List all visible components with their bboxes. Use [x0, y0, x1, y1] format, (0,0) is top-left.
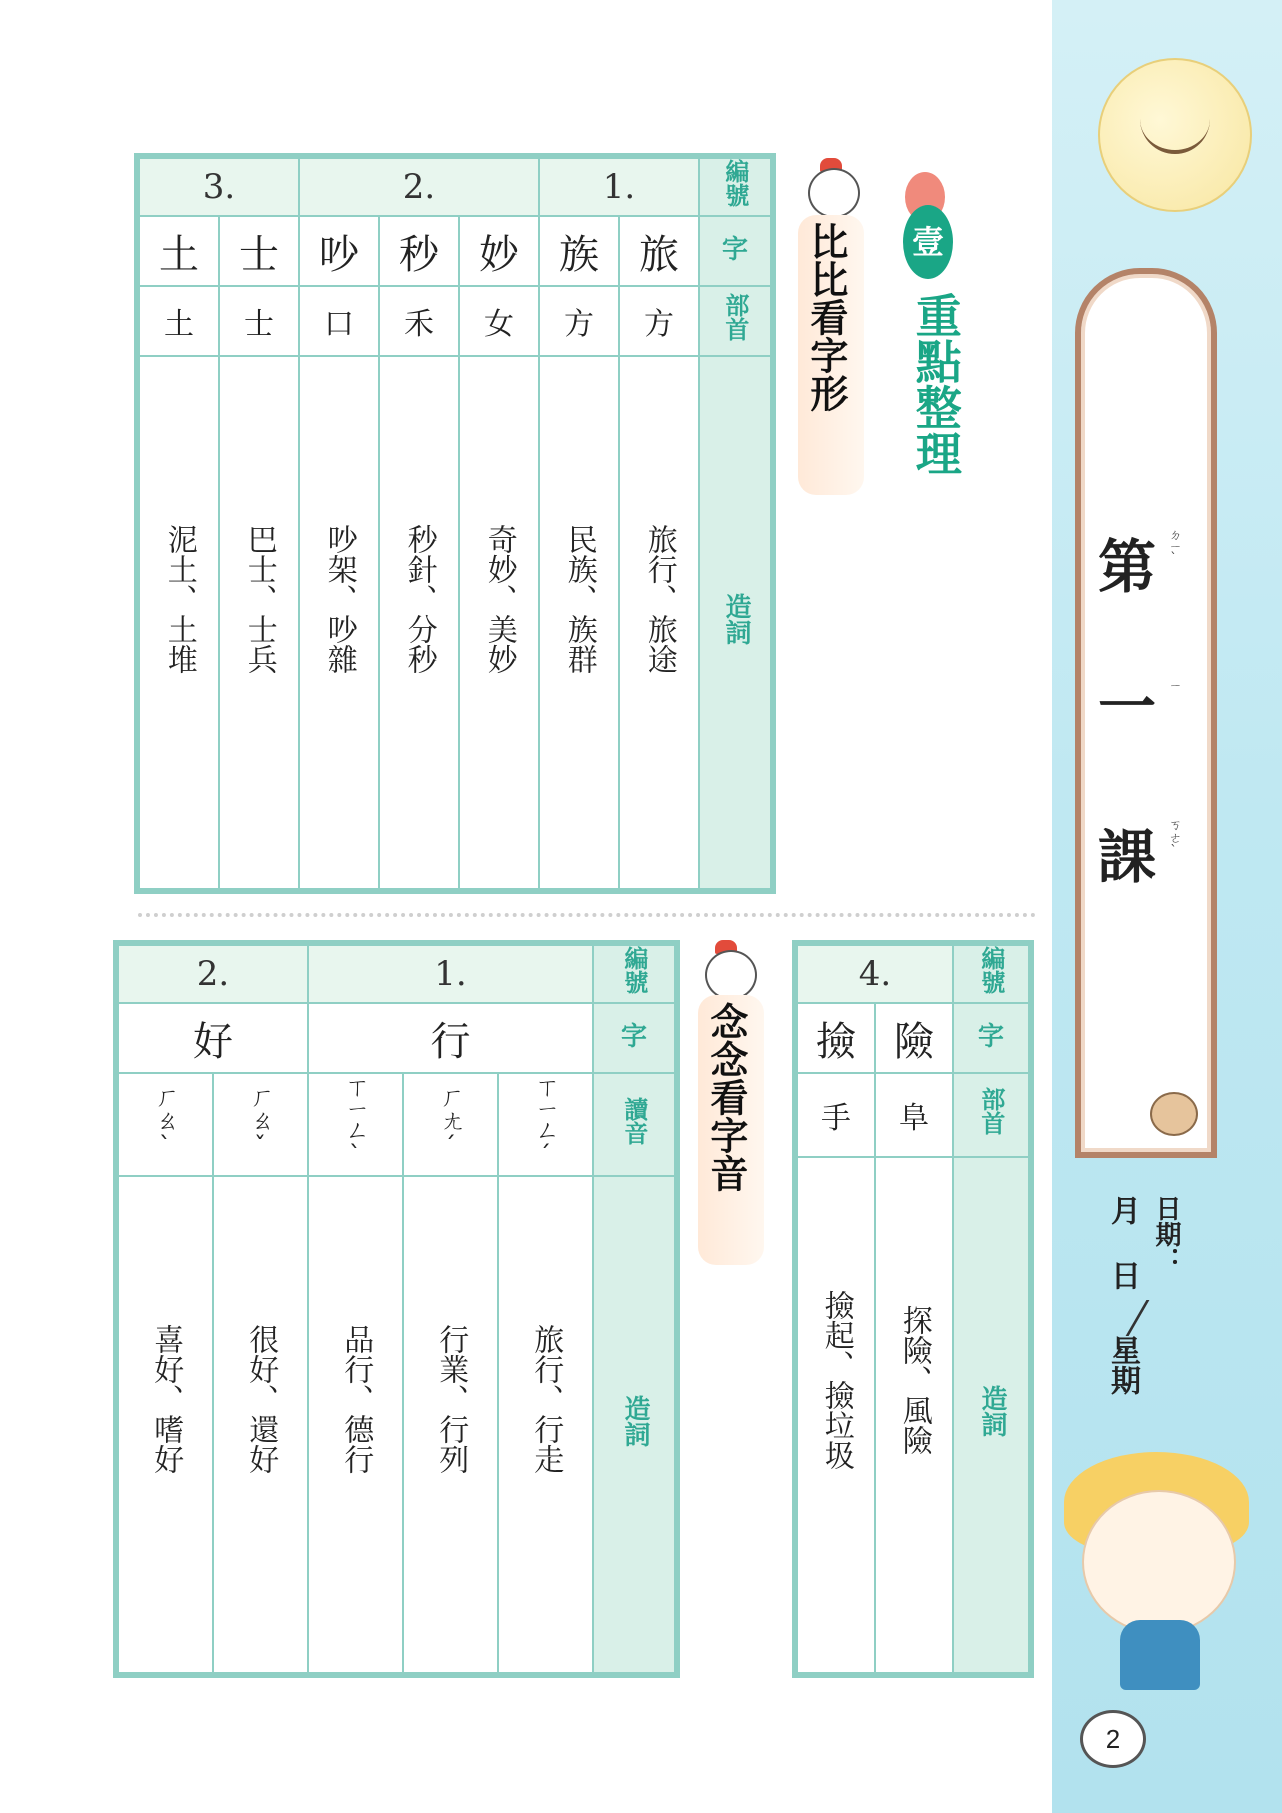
label-words: 造詞 — [593, 1176, 675, 1673]
day-label: 日 — [1105, 1260, 1140, 1290]
words-cell: 奇妙、美妙 — [459, 356, 539, 889]
char-cell: 吵 — [299, 216, 379, 286]
words-cell: 很好、還好 — [213, 1176, 308, 1673]
label-radical: 部首 — [699, 286, 771, 356]
char-cell: 土 — [139, 216, 219, 286]
reading-cell: ㄏㄠˇ — [213, 1073, 308, 1176]
words-cell: 旅行、旅途 — [619, 356, 699, 889]
words-cell: 泥土、土堆 — [139, 356, 219, 889]
compare-table — [138, 157, 772, 890]
reading-cell: ㄏㄠˋ — [118, 1073, 213, 1176]
compare-table-continued — [796, 944, 1030, 1674]
sound-title: 念念看字音 — [703, 1002, 749, 1192]
label-number: 編號 — [699, 158, 771, 216]
words-cell: 撿起、撿垃圾 — [797, 1157, 875, 1673]
chick-icon — [705, 950, 757, 1000]
group-number: 1. — [539, 158, 699, 216]
label-words: 造詞 — [953, 1157, 1029, 1673]
radical-cell: 阜 — [875, 1073, 953, 1157]
label-number: 編號 — [593, 945, 675, 1003]
char-cell: 族 — [539, 216, 619, 286]
label-char: 字 — [593, 1003, 675, 1073]
char-cell: 妙 — [459, 216, 539, 286]
group-number: 3. — [139, 158, 299, 216]
radical-cell: 女 — [459, 286, 539, 356]
group-number: 2. — [299, 158, 539, 216]
radical-cell: 方 — [539, 286, 619, 356]
radical-cell: 手 — [797, 1073, 875, 1157]
label-char: 字 — [699, 216, 771, 286]
char-cell: 好 — [118, 1003, 308, 1073]
char-cell: 秒 — [379, 216, 459, 286]
label-number: 編號 — [953, 945, 1029, 1003]
char-cell: 撿 — [797, 1003, 875, 1073]
label-words: 造詞 — [699, 356, 771, 889]
girl-face-illustration — [1082, 1490, 1236, 1634]
reading-cell: ㄒㄧㄥˋ — [308, 1073, 403, 1176]
girl-body-illustration — [1120, 1620, 1200, 1690]
words-cell: 探險、風險 — [875, 1157, 953, 1673]
words-cell: 吵架、吵雜 — [299, 356, 379, 889]
group-number: 2. — [118, 945, 308, 1003]
words-cell: 行業、行列 — [403, 1176, 498, 1673]
section-number-badge: 壹 — [903, 205, 953, 279]
radical-cell: 方 — [619, 286, 699, 356]
radical-cell: 禾 — [379, 286, 459, 356]
words-cell: 民族、族群 — [539, 356, 619, 889]
reading-cell: ㄏㄤˊ — [403, 1073, 498, 1176]
compare-title: 比比看字形 — [803, 222, 849, 412]
date-label: 日期： — [1151, 1195, 1181, 1273]
char-cell: 旅 — [619, 216, 699, 286]
bear-icon — [1150, 1092, 1198, 1136]
words-cell: 巴士、士兵 — [219, 356, 299, 889]
group-number: 4. — [797, 945, 953, 1003]
char-cell: 士 — [219, 216, 299, 286]
words-cell: 秒針、分秒 — [379, 356, 459, 889]
sound-table — [117, 944, 676, 1674]
radical-cell: 口 — [299, 286, 379, 356]
words-cell: 旅行、行走 — [498, 1176, 593, 1673]
group-number: 1. — [308, 945, 593, 1003]
reading-cell: ㄒㄧㄥˊ — [498, 1073, 593, 1176]
label-reading: 讀音 — [593, 1073, 675, 1176]
section-divider — [138, 913, 1036, 917]
label-char: 字 — [953, 1003, 1029, 1073]
lesson-title: 第 ㄉㄧˋ 一 ㄧ 課 ㄎㄜˋ — [1098, 528, 1181, 891]
label-radical: 部首 — [953, 1073, 1029, 1157]
radical-cell: 士 — [219, 286, 299, 356]
words-cell: 喜好、嗜好 — [118, 1176, 213, 1673]
char-cell: 險 — [875, 1003, 953, 1073]
page-number: 2 — [1080, 1710, 1146, 1768]
chick-icon — [808, 168, 860, 218]
words-cell: 品行、德行 — [308, 1176, 403, 1673]
char-cell: 行 — [308, 1003, 593, 1073]
weekday-label: 星期 — [1105, 1335, 1140, 1395]
section-title: 重點整理 — [908, 292, 963, 476]
month-label: 月 — [1105, 1195, 1140, 1225]
radical-cell: 土 — [139, 286, 219, 356]
